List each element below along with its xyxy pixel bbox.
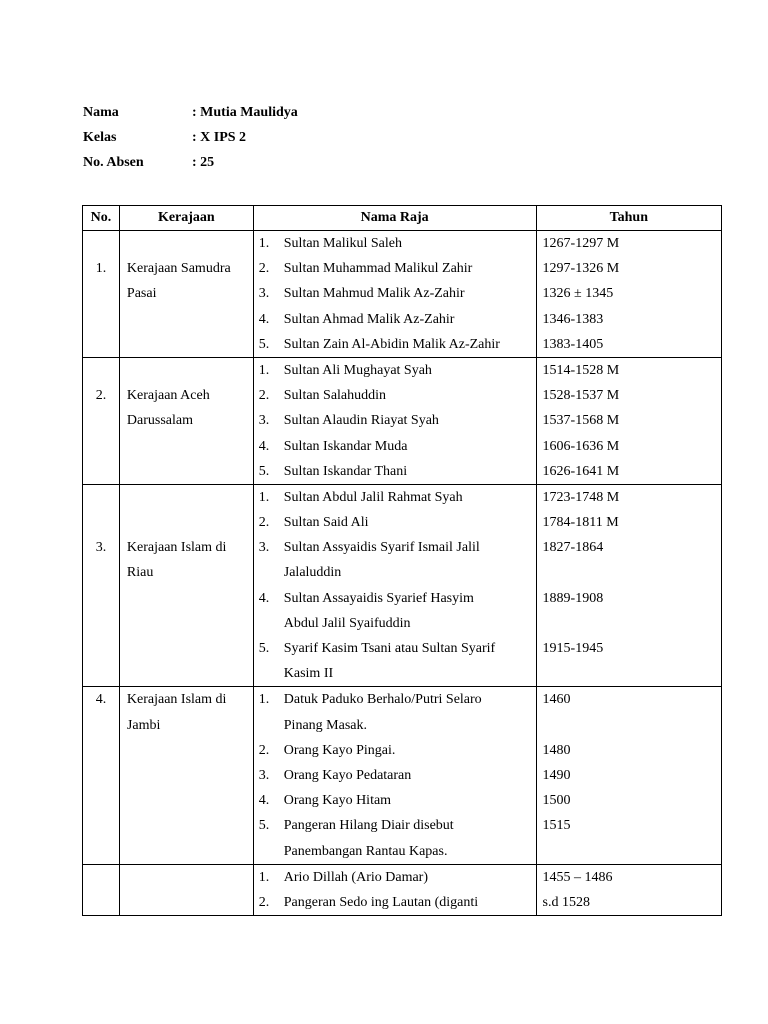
king-name: Sultan Iskandar Thani [283, 463, 408, 479]
kingdom-table [82, 205, 722, 916]
king-number: 5. [258, 463, 270, 479]
king-name: Jalaluddin [283, 565, 342, 581]
king-entry [259, 738, 536, 763]
student-info [83, 100, 298, 175]
king-entry [259, 687, 536, 712]
years-cell [536, 484, 721, 687]
king-entry [259, 459, 536, 484]
spacer [127, 510, 253, 535]
king-entry [259, 485, 536, 510]
king-entry [259, 636, 536, 661]
king-number: 3. [258, 413, 270, 429]
king-name: Sultan Said Ali [283, 515, 369, 531]
king-number: 1. [258, 362, 270, 378]
year-spacer [543, 713, 721, 738]
info-value: : Mutia Maulidya [192, 105, 298, 120]
year-range: 1500 [542, 793, 571, 809]
king-entry [259, 281, 536, 306]
kingdom-number-cell [83, 864, 120, 915]
king-entry [259, 865, 536, 890]
king-name: Kasim II [283, 666, 334, 682]
king-number: 1. [258, 869, 270, 885]
king-number [259, 611, 284, 636]
spacer [83, 231, 119, 256]
king-name: Orang Kayo Pedataran [283, 767, 412, 783]
info-row [83, 100, 298, 125]
king-name: Datuk Paduko Berhalo/Putri Selaro [283, 692, 482, 708]
table-row [83, 231, 722, 358]
king-number: 2. [258, 894, 270, 910]
king-entry [259, 510, 536, 535]
year-range: 1889-1908 [542, 590, 604, 606]
kingdom-name: Darussalam [126, 413, 193, 429]
spacer [127, 358, 253, 383]
king-entry [259, 256, 536, 281]
kingdom-name: Kerajaan Aceh [126, 388, 210, 404]
king-number: 1. [258, 236, 270, 251]
king-entry [259, 611, 536, 636]
spacer [83, 510, 119, 535]
table-row [83, 484, 722, 687]
king-entry [259, 307, 536, 332]
king-entry [259, 408, 536, 433]
info-label: No. Absen [83, 155, 144, 170]
header-kerajaan: Kerajaan [119, 206, 253, 231]
king-name: Abdul Jalil Syaifuddin [283, 615, 411, 631]
kingdom-name-cell [119, 357, 253, 484]
king-names-cell [253, 687, 536, 864]
king-name: Sultan Ali Mughayat Syah [283, 362, 432, 378]
king-number: 5. [258, 641, 270, 656]
year-range: 1827-1864 [542, 540, 604, 556]
year-range: 1383-1405 [542, 336, 604, 352]
year-spacer [543, 661, 721, 686]
king-name: Sultan Malikul Saleh [283, 236, 402, 251]
king-entry [259, 661, 536, 686]
year-range: 1515 [542, 818, 571, 834]
kingdom-name-cell [119, 687, 253, 864]
years-cell [536, 231, 721, 358]
king-number: 1. [258, 692, 270, 708]
year-range: 1915-1945 [542, 641, 604, 656]
king-number: 2. [258, 261, 270, 277]
king-name: Sultan Iskandar Muda [283, 438, 408, 454]
king-name: Pangeran Sedo ing Lautan (diganti [283, 894, 479, 910]
king-names-cell [253, 484, 536, 687]
table-row [83, 864, 722, 915]
spacer [83, 358, 119, 383]
king-name: Sultan Muhammad Malikul Zahir [283, 261, 473, 277]
king-entry [259, 788, 536, 813]
king-name: Ario Dillah (Ario Damar) [283, 869, 428, 885]
king-name: Syarif Kasim Tsani atau Sultan Syarif [283, 641, 496, 656]
king-entry [259, 535, 536, 560]
year-range: 1455 – 1486 [542, 869, 613, 885]
king-entry [259, 560, 536, 585]
kingdom-name-cell [119, 864, 253, 915]
king-entry [259, 713, 536, 738]
kingdom-number: 4. [95, 692, 107, 708]
king-number: 5. [258, 818, 270, 834]
king-entry [259, 383, 536, 408]
spacer [83, 485, 119, 510]
king-number: 3. [258, 767, 270, 783]
kingdom-number-cell [83, 231, 120, 358]
king-number [259, 713, 284, 738]
year-range: 1784-1811 M [542, 515, 619, 531]
king-names-cell [253, 357, 536, 484]
king-names-cell [253, 864, 536, 915]
year-range: 1490 [542, 767, 571, 783]
kingdom-name-cell [119, 231, 253, 358]
spacer [127, 231, 253, 256]
year-range: 1537-1568 M [542, 413, 620, 429]
king-name: Sultan Mahmud Malik Az-Zahir [283, 286, 465, 302]
year-range: 1326 ± 1345 [542, 286, 614, 302]
year-range: 1626-1641 M [542, 463, 620, 479]
king-names-cell [253, 231, 536, 358]
king-entry [259, 332, 536, 357]
king-number: 4. [258, 793, 270, 809]
king-number [259, 661, 284, 686]
header-no: No. [83, 206, 120, 231]
king-name: Orang Kayo Pingai. [283, 742, 396, 758]
info-label: Nama [83, 105, 119, 120]
year-spacer [543, 839, 721, 864]
kingdom-name-cell [119, 484, 253, 687]
year-range: s.d 1528 [542, 894, 590, 910]
king-entry [259, 358, 536, 383]
king-number: 3. [258, 540, 270, 556]
year-range: 1267-1297 M [542, 236, 620, 251]
year-range: 1528-1537 M [542, 388, 620, 404]
king-number [259, 560, 284, 585]
year-range: 1723-1748 M [542, 489, 620, 505]
king-entry [259, 839, 536, 864]
table-header-row [83, 206, 722, 231]
king-entry [259, 890, 536, 915]
kingdom-name: Kerajaan Islam di [126, 540, 227, 556]
info-value: : 25 [192, 155, 215, 170]
kingdom-name: Pasai [126, 286, 157, 302]
king-name: Orang Kayo Hitam [283, 793, 392, 809]
info-row [83, 125, 298, 150]
kingdom-number: 2. [95, 388, 107, 404]
header-nama-raja: Nama Raja [253, 206, 536, 231]
king-name: Sultan Ahmad Malik Az-Zahir [283, 311, 455, 327]
year-spacer [543, 560, 721, 585]
king-entry [259, 434, 536, 459]
king-entry [259, 813, 536, 838]
king-entry [259, 763, 536, 788]
kingdom-name: Kerajaan Islam di [126, 692, 227, 708]
kingdom-name: Riau [126, 565, 154, 581]
year-range: 1606-1636 M [542, 438, 620, 454]
info-value: : X IPS 2 [192, 130, 247, 145]
info-label: Kelas [83, 130, 117, 145]
king-number: 2. [258, 388, 270, 404]
king-number: 5. [258, 336, 270, 352]
king-name: Sultan Alaudin Riayat Syah [283, 413, 439, 429]
kingdom-number-cell [83, 484, 120, 687]
king-number: 2. [258, 742, 270, 758]
spacer [127, 485, 253, 510]
king-number: 3. [258, 286, 270, 302]
king-name: Sultan Salahuddin [283, 388, 387, 404]
year-range: 1346-1383 [542, 311, 604, 327]
table-row [83, 687, 722, 864]
years-cell [536, 864, 721, 915]
king-name: Panembangan Rantau Kapas. [283, 843, 448, 859]
king-number: 4. [258, 311, 270, 327]
kingdom-number: 3. [95, 540, 107, 556]
king-entry [259, 586, 536, 611]
kingdom-number: 1. [95, 261, 107, 277]
kingdom-name: Jambi [126, 717, 161, 733]
header-tahun: Tahun [536, 206, 721, 231]
year-range: 1460 [542, 692, 571, 708]
kingdom-name: Kerajaan Samudra [126, 261, 231, 277]
king-entry [259, 231, 536, 256]
king-number: 1. [258, 489, 270, 505]
king-name: Sultan Zain Al-Abidin Malik Az-Zahir [283, 336, 500, 352]
king-number [259, 839, 284, 864]
year-range: 1514-1528 M [542, 362, 620, 378]
king-name: Pangeran Hilang Diair disebut [283, 818, 454, 834]
king-name: Pinang Masak. [283, 717, 367, 733]
year-spacer [543, 611, 721, 636]
years-cell [536, 687, 721, 864]
kingdom-number-cell [83, 357, 120, 484]
kingdom-number-cell [83, 687, 120, 864]
table-row [83, 357, 722, 484]
king-name: Sultan Assayaidis Syarief Hasyim [283, 590, 474, 606]
year-range: 1480 [542, 742, 571, 758]
year-range: 1297-1326 M [542, 261, 620, 277]
king-number: 4. [258, 438, 270, 454]
king-name: Sultan Abdul Jalil Rahmat Syah [283, 489, 463, 505]
years-cell [536, 357, 721, 484]
king-number: 2. [258, 515, 270, 531]
king-name: Sultan Assyaidis Syarif Ismail Jalil [283, 540, 480, 556]
info-row [83, 150, 298, 175]
king-number: 4. [258, 590, 270, 606]
